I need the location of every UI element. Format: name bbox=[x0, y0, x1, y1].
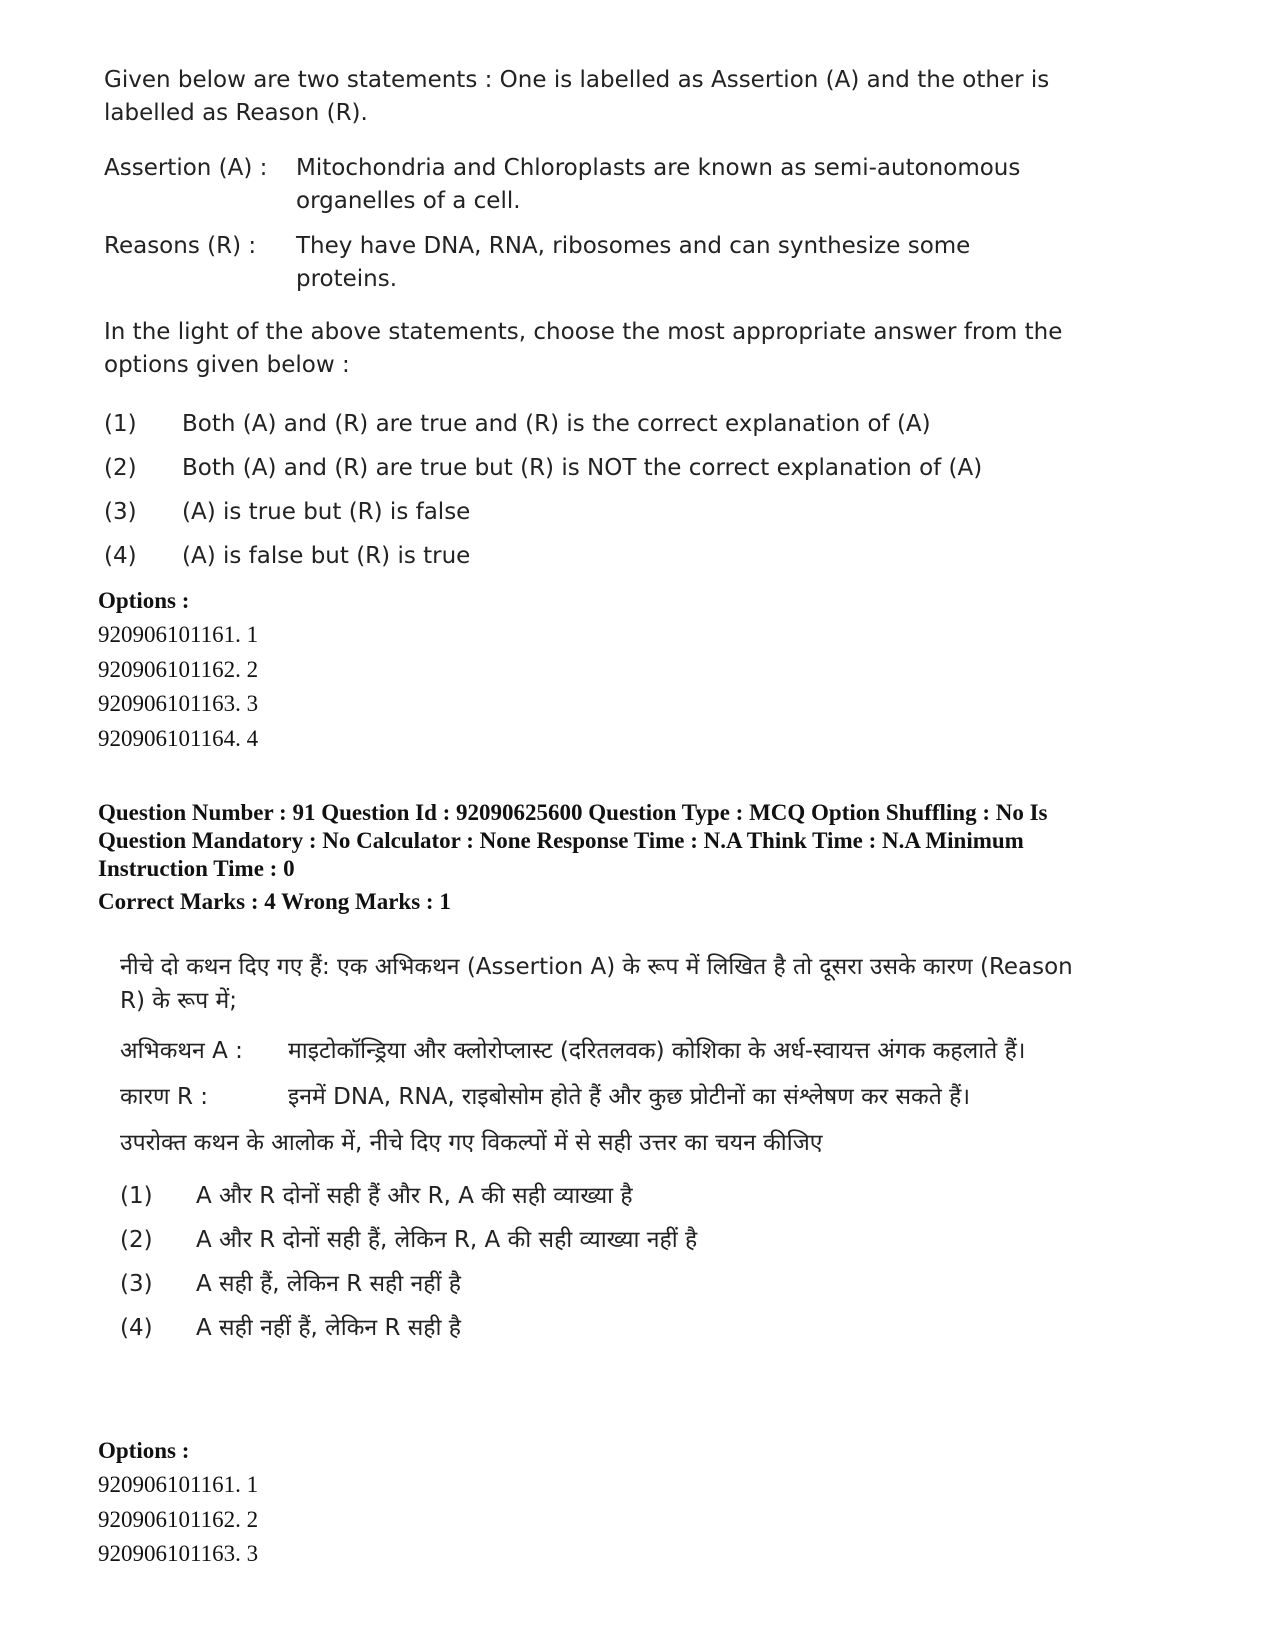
marks-line: Correct Marks : 4 Wrong Marks : 1 bbox=[98, 889, 451, 914]
reason-text: इनमें DNA, RNA, राइबोसोम होते हैं और कुछ प्रोटीनों का संश्लेषण कर सकते हैं। bbox=[288, 1084, 971, 1110]
question-instruction: In the light of the above statements, choose the most appropriate answer from the options given below : bbox=[104, 319, 1063, 378]
assertion-text: माइटोकॉन्ड्रिया और क्लोरोप्लास्ट (दरितलवक) कोशिका के अर्ध-स्वायत्त अंगक कहलाते हैं। bbox=[288, 1038, 1026, 1064]
option-id-item: 920906101163. 3 bbox=[98, 1541, 259, 1566]
reason-label: Reasons (R) : bbox=[104, 233, 257, 259]
assertion-label: Assertion (A) : bbox=[104, 155, 268, 181]
option-text: (A) is false but (R) is true bbox=[182, 542, 471, 569]
option-id-item: 920906101164. 4 bbox=[98, 725, 259, 751]
option-text: A सही हैं, लेकिन R सही नहीं है bbox=[196, 1271, 461, 1297]
option-id-item: 920906101161. 1 bbox=[98, 1472, 259, 1497]
option-number: (3) bbox=[104, 498, 137, 525]
question-instruction: उपरोक्त कथन के आलोक में, नीचे दिए गए विकल्पों में से सही उत्तर का चयन कीजिए bbox=[120, 1130, 823, 1156]
english-question bbox=[104, 64, 1064, 578]
option-id-item: 920906101162. 2 bbox=[98, 656, 259, 682]
options-list-2 bbox=[98, 1434, 258, 1572]
option-text: (A) is true but (R) is false bbox=[182, 498, 471, 525]
option-number: (4) bbox=[120, 1315, 153, 1341]
assertion-row bbox=[120, 1034, 1080, 1068]
reason-text: They have DNA, RNA, ribosomes and can synthesize some proteins. bbox=[296, 233, 971, 292]
question-meta-line: Question Number : 91 Question Id : 92090625600 Question Type : MCQ Option Shuffling : No Is bbox=[98, 800, 1048, 825]
reason-row bbox=[104, 230, 1064, 296]
assertion-text: Mitochondria and Chloroplasts are known as semi-autonomous organelles of a cell. bbox=[296, 155, 1021, 214]
option-number: (2) bbox=[120, 1227, 153, 1253]
option-number: (1) bbox=[104, 410, 137, 437]
answer-option bbox=[120, 1174, 1080, 1218]
options-heading: Options : bbox=[98, 588, 190, 613]
option-number: (3) bbox=[120, 1271, 153, 1297]
option-id-item: 920906101163. 3 bbox=[98, 691, 259, 716]
option-text: A सही नहीं हैं, लेकिन R सही है bbox=[196, 1315, 461, 1341]
question-intro: Given below are two statements : One is labelled as Assertion (A) and the other is labelled as Reason (R). bbox=[104, 67, 1050, 126]
option-id-item: 920906101161. 1 bbox=[98, 622, 259, 647]
question-meta bbox=[98, 799, 1178, 919]
option-number: (2) bbox=[104, 454, 137, 481]
answer-option bbox=[104, 446, 1064, 490]
option-text: A और R दोनों सही हैं, लेकिन R, A की सही व्याख्या नहीं है bbox=[196, 1227, 698, 1253]
hindi-question bbox=[120, 950, 1080, 1350]
answer-option bbox=[104, 490, 1064, 534]
answer-option bbox=[104, 534, 1064, 578]
answer-option bbox=[104, 402, 1064, 446]
reason-label: कारण R : bbox=[120, 1084, 209, 1110]
option-id-item: 920906101162. 2 bbox=[98, 1506, 259, 1532]
question-intro: नीचे दो कथन दिए गए हैं: एक अभिकथन (Assertion A) के रूप में लिखित है तो दूसरा उसके कारण (Reason R) के रूप में; bbox=[120, 954, 1073, 1014]
option-number: (1) bbox=[120, 1183, 153, 1209]
answer-option bbox=[120, 1218, 1080, 1262]
answer-option bbox=[120, 1262, 1080, 1306]
option-number: (4) bbox=[104, 542, 137, 569]
assertion-row bbox=[104, 152, 1064, 218]
option-text: A और R दोनों सही हैं और R, A की सही व्याख्या है bbox=[196, 1183, 633, 1209]
options-list-1 bbox=[98, 584, 258, 756]
answer-option bbox=[120, 1306, 1080, 1350]
option-text: Both (A) and (R) are true but (R) is NOT the correct explanation of (A) bbox=[182, 454, 983, 481]
options-heading: Options : bbox=[98, 1438, 190, 1463]
question-meta-line: Instruction Time : 0 bbox=[98, 856, 295, 881]
option-text: Both (A) and (R) are true and (R) is the correct explanation of (A) bbox=[182, 410, 931, 437]
assertion-label: अभिकथन A : bbox=[120, 1038, 243, 1064]
question-meta-line: Question Mandatory : No Calculator : None Response Time : N.A Think Time : N.A Minimum bbox=[98, 828, 1024, 853]
reason-row bbox=[120, 1080, 1080, 1114]
